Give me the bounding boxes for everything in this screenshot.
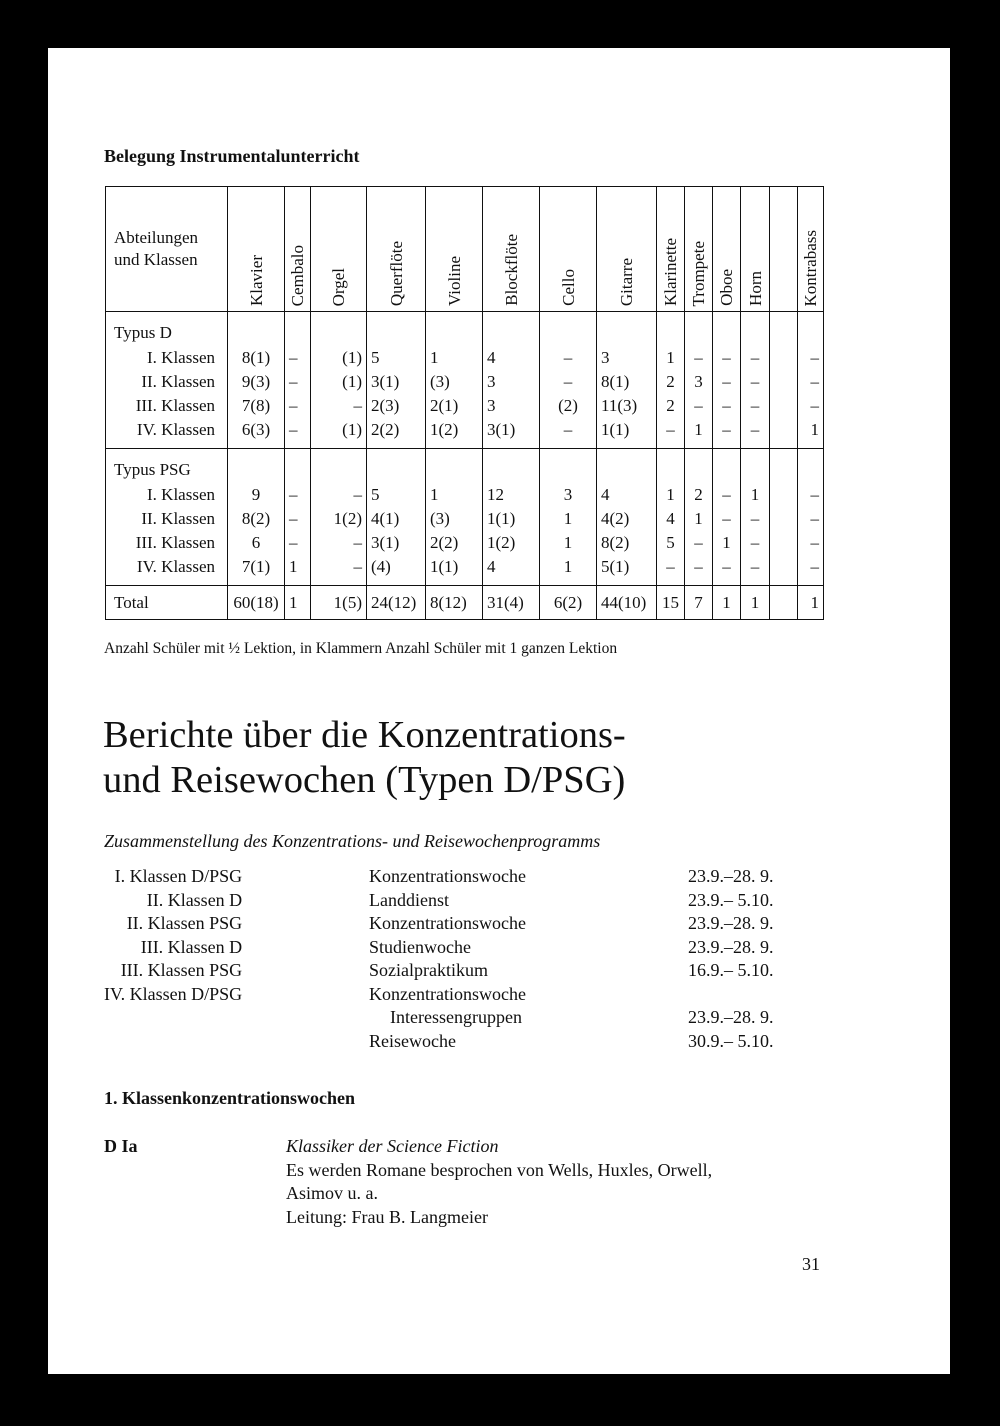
table-cell: – (285, 531, 311, 555)
table-cell: – (713, 394, 741, 418)
table-cell: 3(1) (483, 418, 540, 449)
class-entry-description (286, 1135, 824, 1229)
instrument-table (105, 186, 824, 620)
table-cell: – (713, 483, 741, 507)
table-cell: – (713, 555, 741, 586)
table-cell (798, 449, 824, 484)
program-dates-entry (688, 983, 774, 1007)
class-entry-line: Asimov u. a. (286, 1183, 378, 1203)
program-dates-entry: 23.9.–28. 9. (688, 866, 774, 886)
instrument-header: Horn (741, 187, 770, 312)
instrument-header (770, 187, 798, 312)
table-row (106, 483, 824, 507)
table-cell: 8(1) (228, 346, 285, 370)
program-dates-entry: 23.9.–28. 9. (688, 1007, 774, 1027)
table-cell: 44(10) (597, 586, 657, 620)
program-classes-entry: III. Klassen PSG (120, 960, 243, 980)
table-cell: 8(2) (597, 531, 657, 555)
table-cell: 4(1) (367, 507, 426, 531)
class-entry-line: Leitung: Frau B. Langmeier (286, 1206, 488, 1227)
row-label: I. Klassen (106, 483, 228, 507)
table-cell: 1(5) (311, 586, 367, 620)
table-cell: 31(4) (483, 586, 540, 620)
table-cell: 1 (285, 586, 311, 620)
table-row (106, 418, 824, 449)
table-cell (741, 312, 770, 347)
sub-heading: Zusammenstellung des Konzentrations- und Reisewochenprogramms (104, 831, 601, 851)
table-cell: – (741, 394, 770, 418)
table-cell: (2) (540, 394, 597, 418)
table-cell: 5 (657, 531, 685, 555)
table-cell: 3(1) (367, 531, 426, 555)
table-cell: 8(1) (597, 370, 657, 394)
total-row (106, 586, 824, 620)
program-classes-column (104, 865, 242, 1053)
table-cell: 1 (798, 418, 824, 449)
corner-header: Abteilungen und Klassen (106, 187, 228, 312)
table-cell: 2 (657, 394, 685, 418)
table-cell (770, 394, 798, 418)
table-cell: – (798, 370, 824, 394)
table-row (106, 394, 824, 418)
table-cell: – (540, 370, 597, 394)
table-cell: – (798, 507, 824, 531)
table-cell (770, 418, 798, 449)
instrument-header: Cembalo (285, 187, 311, 312)
table-cell (770, 507, 798, 531)
program-dates-entry: 23.9.–28. 9. (688, 913, 774, 933)
program-dates-entry: 23.9.– 5.10. (688, 889, 774, 910)
table-cell: 4 (483, 555, 540, 586)
table-cell (770, 370, 798, 394)
table-cell: 15 (657, 586, 685, 620)
table-cell: – (685, 531, 713, 555)
table-cell (770, 586, 798, 620)
main-heading: Berichte über die Konzentrations- und Reisewochen (Typen D/PSG) (103, 714, 626, 801)
table-cell: 9(3) (228, 370, 285, 394)
table-footnote: Anzahl Schüler mit ½ Lektion, in Klammern Anzahl Schüler mit 1 ganzen Lektion (104, 640, 618, 657)
program-classes-entry: II. Klassen D (146, 889, 243, 910)
program-classes-entry (104, 1030, 242, 1054)
class-entry-title: Klassiker der Science Fiction (286, 1136, 499, 1156)
table-cell (770, 483, 798, 507)
program-classes-entry: I. Klassen D/PSG (114, 866, 243, 886)
table-cell: – (713, 507, 741, 531)
table-cell: 1 (657, 346, 685, 370)
row-label: IV. Klassen (106, 555, 228, 586)
instrument-header: Violine (426, 187, 483, 312)
table-body (106, 312, 824, 620)
group-label: Typus PSG (106, 449, 228, 484)
table-cell: 1(2) (426, 418, 483, 449)
table-cell (311, 449, 367, 484)
row-label: II. Klassen (106, 507, 228, 531)
table-cell: 1 (657, 483, 685, 507)
instrument-header: Oboe (713, 187, 741, 312)
table-row (106, 531, 824, 555)
table-cell: (3) (426, 507, 483, 531)
program-classes-entry: III. Klassen D (140, 936, 243, 957)
table-cell: – (285, 418, 311, 449)
table-cell: 1(2) (483, 531, 540, 555)
table-cell: 1(2) (311, 507, 367, 531)
instrument-header: Cello (540, 187, 597, 312)
program-classes-entry: II. Klassen PSG (126, 913, 243, 933)
instrument-header: Gitarre (597, 187, 657, 312)
table-cell: – (741, 346, 770, 370)
class-entry-line: Es werden Romane besprochen von Wells, Huxles, Orwell, (286, 1159, 713, 1180)
table-cell (713, 312, 741, 347)
table-cell (741, 449, 770, 484)
table-cell: 5 (367, 483, 426, 507)
table-cell (770, 531, 798, 555)
table-cell: 1 (798, 586, 824, 620)
program-activity-entry: Interessengruppen (390, 1007, 522, 1027)
table-cell (311, 312, 367, 347)
table-cell: 4(2) (597, 507, 657, 531)
table-cell (798, 312, 824, 347)
instrument-header: Klarinette (657, 187, 685, 312)
table-cell: 6(3) (228, 418, 285, 449)
row-label: III. Klassen (106, 394, 228, 418)
group-row (106, 312, 824, 347)
table-cell (713, 449, 741, 484)
instrument-header: Blockflöte (483, 187, 540, 312)
table-cell: 12 (483, 483, 540, 507)
table-cell: 3 (483, 394, 540, 418)
table-cell: 4 (597, 483, 657, 507)
program-classes-entry: IV. Klassen D/PSG (104, 983, 243, 1004)
table-cell: – (741, 370, 770, 394)
table-cell (597, 312, 657, 347)
row-label: IV. Klassen (106, 418, 228, 449)
table-cell: 3 (540, 483, 597, 507)
table-cell: (1) (311, 370, 367, 394)
group-row (106, 449, 824, 484)
table-cell: 4 (483, 346, 540, 370)
table-cell: – (685, 394, 713, 418)
table-cell: 2(2) (426, 531, 483, 555)
program-activity-entry: Konzentrationswoche (369, 983, 526, 1004)
page-number: 31 (802, 1254, 820, 1274)
table-cell: – (311, 394, 367, 418)
table-cell: 7(1) (228, 555, 285, 586)
table-cell: – (311, 531, 367, 555)
table-cell (228, 312, 285, 347)
table-cell: 1 (713, 586, 741, 620)
table-cell: – (798, 531, 824, 555)
row-label: I. Klassen (106, 346, 228, 370)
section-title: Belegung Instrumentalunterricht (104, 146, 360, 166)
program-dates-entry: 30.9.– 5.10. (688, 1030, 774, 1051)
table-cell (483, 312, 540, 347)
table-cell: – (285, 507, 311, 531)
table-cell (770, 312, 798, 347)
group-label: Typus D (106, 312, 228, 347)
table-cell (426, 312, 483, 347)
table-cell: – (657, 418, 685, 449)
table-cell: 3(1) (367, 370, 426, 394)
instrument-header: Kontrabass (798, 187, 824, 312)
table-cell: – (540, 346, 597, 370)
row-label: III. Klassen (106, 531, 228, 555)
table-cell: 7(8) (228, 394, 285, 418)
table-cell: – (285, 346, 311, 370)
table-cell: 9 (228, 483, 285, 507)
table-cell (426, 449, 483, 484)
table-cell (770, 346, 798, 370)
table-cell: – (685, 555, 713, 586)
table-cell: 1 (685, 418, 713, 449)
table-cell: 1 (540, 531, 597, 555)
program-classes-entry (104, 1006, 242, 1030)
table-cell: 6(2) (540, 586, 597, 620)
table-cell: – (713, 418, 741, 449)
table-cell: 2(2) (367, 418, 426, 449)
table-cell: – (798, 346, 824, 370)
table-cell: 1(1) (426, 555, 483, 586)
table-cell: – (741, 507, 770, 531)
program-activity-column (369, 865, 526, 1053)
program-dates-entry: 16.9.– 5.10. (688, 960, 774, 980)
program-activity-entry: Sozialpraktikum (369, 960, 488, 980)
table-cell (540, 449, 597, 484)
table-cell (685, 449, 713, 484)
program-activity-entry: Konzentrationswoche (369, 913, 526, 933)
table-cell: – (657, 555, 685, 586)
instrument-header: Orgel (311, 187, 367, 312)
table-cell: 8(2) (228, 507, 285, 531)
table-cell: 1 (741, 586, 770, 620)
table-cell: – (285, 394, 311, 418)
table-cell: 2(1) (426, 394, 483, 418)
program-dates-entry: 23.9.–28. 9. (688, 936, 774, 957)
table-cell: – (713, 370, 741, 394)
table-cell: – (285, 483, 311, 507)
table-cell: 2 (685, 483, 713, 507)
table-cell: 2(3) (367, 394, 426, 418)
table-cell: – (741, 531, 770, 555)
table-row (106, 346, 824, 370)
table-cell (770, 449, 798, 484)
table-cell (483, 449, 540, 484)
table-cell: – (741, 418, 770, 449)
table-cell: 24(12) (367, 586, 426, 620)
table-cell: 1 (685, 507, 713, 531)
table-cell: 4 (657, 507, 685, 531)
table-cell (228, 449, 285, 484)
table-cell: 5(1) (597, 555, 657, 586)
table-cell (367, 312, 426, 347)
table-cell: (1) (311, 418, 367, 449)
program-activity-entry: Landdienst (369, 889, 449, 910)
instrument-header: Klavier (228, 187, 285, 312)
row-label: II. Klassen (106, 370, 228, 394)
table-cell (285, 312, 311, 347)
table-cell (367, 449, 426, 484)
table-cell: 1 (540, 507, 597, 531)
instrument-header: Trompete (685, 187, 713, 312)
table-cell: – (540, 418, 597, 449)
table-cell (597, 449, 657, 484)
table-cell (540, 312, 597, 347)
table-cell: 3 (483, 370, 540, 394)
table-cell: – (311, 555, 367, 586)
table-cell: 2 (657, 370, 685, 394)
program-activity-entry: Reisewoche (369, 1030, 456, 1051)
table-cell: 1 (426, 346, 483, 370)
table-cell: – (311, 483, 367, 507)
table-cell: 1 (426, 483, 483, 507)
program-dates-column (688, 865, 774, 1053)
document-page (48, 48, 950, 1374)
table-row (106, 555, 824, 586)
table-cell (657, 449, 685, 484)
table-cell: 3 (597, 346, 657, 370)
table-cell: 1 (713, 531, 741, 555)
class-entry-label: D Ia (104, 1136, 138, 1156)
table-cell: 6 (228, 531, 285, 555)
table-cell (657, 312, 685, 347)
table-cell (770, 555, 798, 586)
program-activity-entry: Konzentrationswoche (369, 866, 526, 886)
table-cell: 60(18) (228, 586, 285, 620)
table-cell: – (798, 483, 824, 507)
table-cell: 1(1) (483, 507, 540, 531)
table-cell: 1 (540, 555, 597, 586)
table-cell: – (798, 555, 824, 586)
table-cell: – (713, 346, 741, 370)
table-cell: 11(3) (597, 394, 657, 418)
table-row (106, 370, 824, 394)
table-cell: – (285, 370, 311, 394)
table-cell (685, 312, 713, 347)
table-cell: (4) (367, 555, 426, 586)
table-cell: – (798, 394, 824, 418)
table-cell: (3) (426, 370, 483, 394)
table-cell: 1 (285, 555, 311, 586)
table-header-row (106, 187, 824, 312)
table-cell: 3 (685, 370, 713, 394)
table-row (106, 507, 824, 531)
table-cell: 8(12) (426, 586, 483, 620)
table-cell: 7 (685, 586, 713, 620)
table-cell (285, 449, 311, 484)
table-cell: (1) (311, 346, 367, 370)
program-activity-entry: Studienwoche (369, 936, 471, 957)
table-cell: – (741, 555, 770, 586)
table-cell: 1 (741, 483, 770, 507)
numbered-heading: 1. Klassenkonzentrationswochen (104, 1088, 356, 1108)
instrument-header: Querflöte (367, 187, 426, 312)
table-cell: 1(1) (597, 418, 657, 449)
table-cell: 5 (367, 346, 426, 370)
table-cell: – (685, 346, 713, 370)
total-label: Total (106, 586, 228, 620)
